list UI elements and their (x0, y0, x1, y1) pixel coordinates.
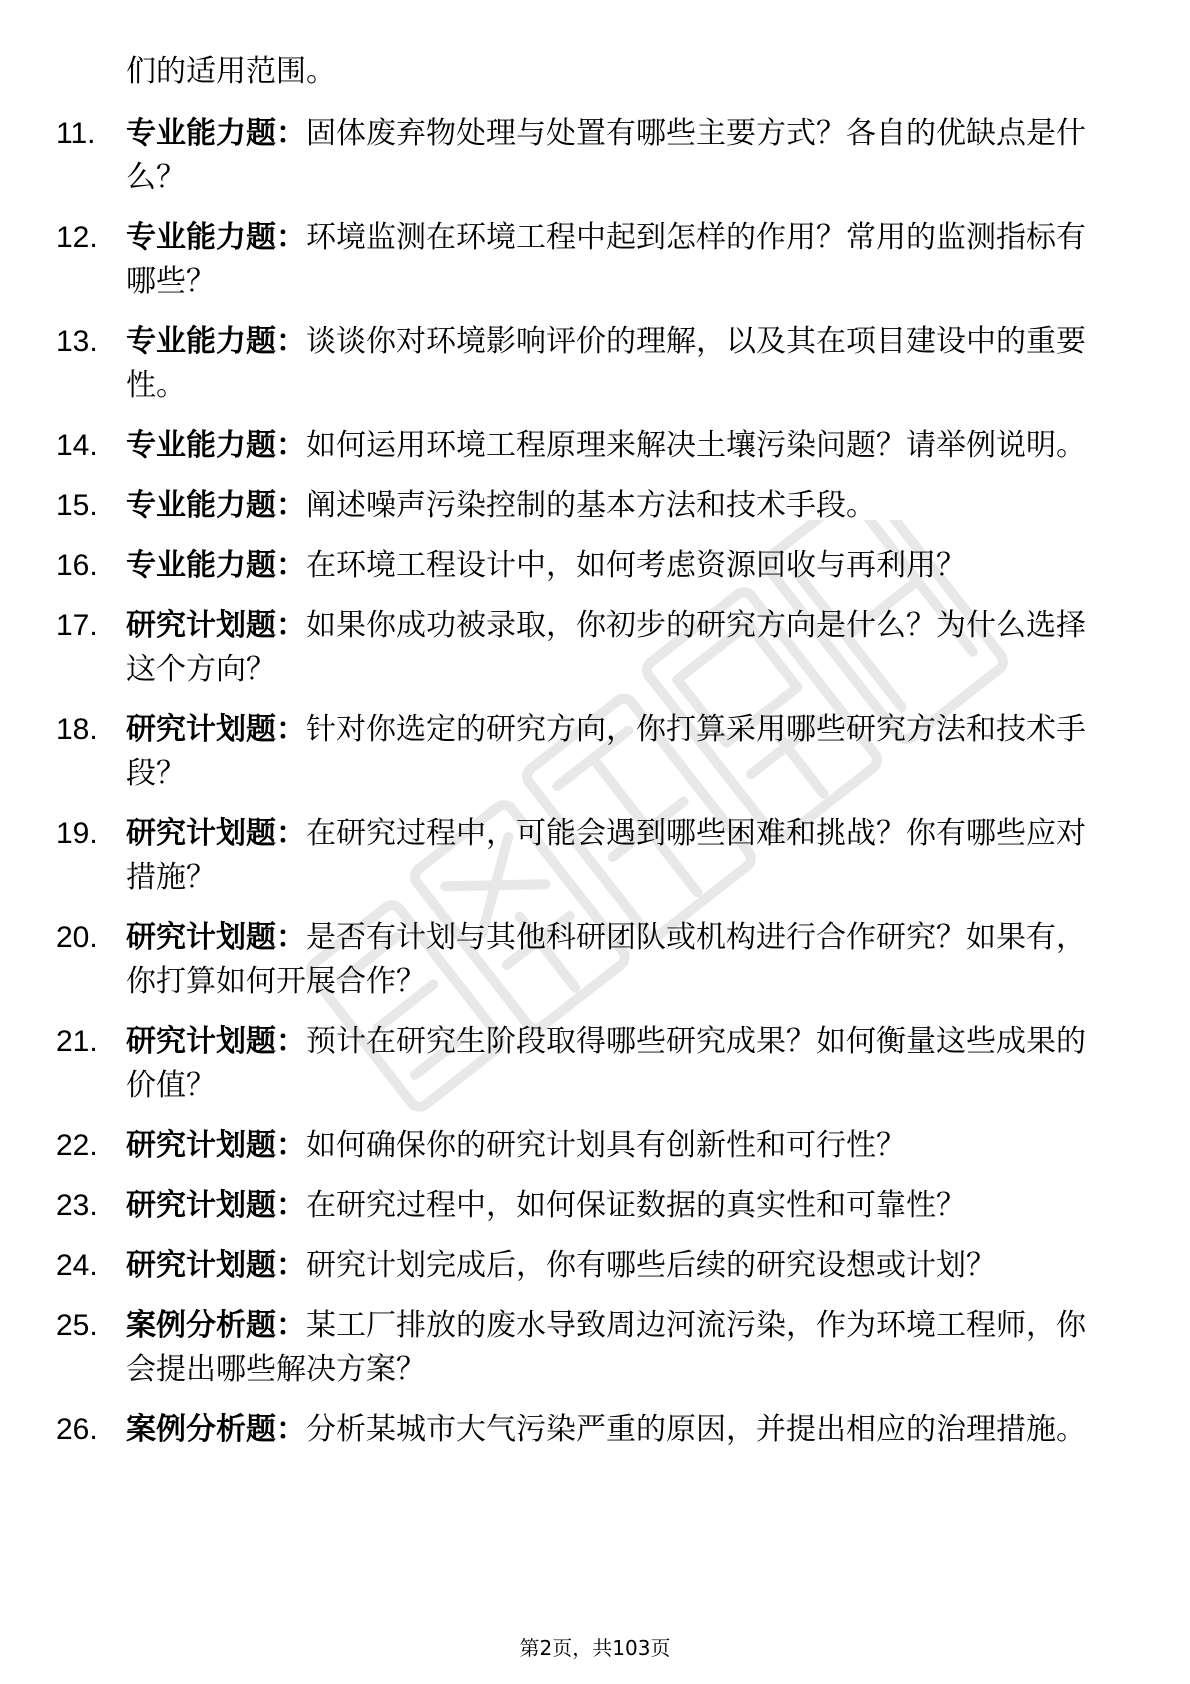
page-footer: 第2页，共103页 (519, 1636, 671, 1660)
question-item (56, 1184, 1106, 1228)
question-number: 24. (56, 1249, 98, 1282)
question-type-label: 研究计划题： (126, 1188, 306, 1223)
question-text: 固体废弃物处理与处置有哪些主要方式？各自的优缺点是什么？ (126, 116, 1086, 195)
question-type-label: 案例分析题： (126, 1412, 306, 1447)
question-list (56, 112, 1106, 1468)
question-number: 22. (56, 1129, 98, 1162)
question-type-label: 专业能力题： (126, 548, 306, 583)
question-item (56, 424, 1106, 468)
question-type-label: 专业能力题： (126, 488, 306, 523)
question-number: 26. (56, 1413, 98, 1446)
question-number: 25. (56, 1309, 98, 1342)
question-type-label: 专业能力题： (126, 220, 306, 255)
question-text: 研究计划完成后，你有哪些后续的研究设想或计划？ (306, 1248, 996, 1283)
question-text: 谈谈你对环境影响评价的理解，以及其在项目建设中的重要性。 (126, 324, 1086, 403)
question-item (56, 812, 1106, 900)
question-item (56, 216, 1106, 304)
question-number: 16. (56, 549, 98, 582)
question-item (56, 1244, 1106, 1288)
question-text: 是否有计划与其他科研团队或机构进行合作研究？如果有，你打算如何开展合作？ (126, 920, 1086, 999)
question-type-label: 专业能力题： (126, 116, 306, 151)
question-text: 在研究过程中，如何保证数据的真实性和可靠性？ (306, 1188, 966, 1223)
question-number: 21. (56, 1025, 98, 1058)
question-item (56, 320, 1106, 408)
question-number: 12. (56, 221, 98, 254)
question-text: 阐述噪声污染控制的基本方法和技术手段。 (306, 488, 876, 523)
question-type-label: 专业能力题： (126, 428, 306, 463)
question-item (56, 708, 1106, 796)
question-type-label: 研究计划题： (126, 920, 306, 955)
question-number: 23. (56, 1189, 98, 1222)
question-type-label: 研究计划题： (126, 608, 306, 643)
continuation-text: 们的适用范围。 (126, 54, 336, 89)
question-number: 13. (56, 325, 98, 358)
question-type-label: 案例分析题： (126, 1308, 306, 1343)
question-text: 如何确保你的研究计划具有创新性和可行性？ (306, 1128, 906, 1163)
question-number: 15. (56, 489, 98, 522)
question-text: 如何运用环境工程原理来解决土壤污染问题？请举例说明。 (306, 428, 1086, 463)
question-number: 19. (56, 817, 98, 850)
question-number: 20. (56, 921, 98, 954)
question-number: 14. (56, 429, 98, 462)
question-text: 环境监测在环境工程中起到怎样的作用？常用的监测指标有哪些？ (126, 220, 1086, 299)
question-text: 如果你成功被录取，你初步的研究方向是什么？为什么选择这个方向？ (126, 608, 1086, 687)
question-type-label: 研究计划题： (126, 816, 306, 851)
question-item (56, 604, 1106, 692)
question-type-label: 研究计划题： (126, 1024, 306, 1059)
question-type-label: 专业能力题： (126, 324, 306, 359)
question-item (56, 1020, 1106, 1108)
question-text: 某工厂排放的废水导致周边河流污染，作为环境工程师，你会提出哪些解决方案？ (126, 1308, 1086, 1387)
question-text: 针对你选定的研究方向，你打算采用哪些研究方法和技术手段？ (126, 712, 1086, 791)
question-text: 预计在研究生阶段取得哪些研究成果？如何衡量这些成果的价值？ (126, 1024, 1086, 1103)
question-type-label: 研究计划题： (126, 1128, 306, 1163)
question-number: 17. (56, 609, 98, 642)
question-item (56, 1304, 1106, 1392)
question-item (56, 484, 1106, 528)
question-item (56, 916, 1106, 1004)
question-item (56, 112, 1106, 200)
question-item (56, 1408, 1106, 1452)
question-text: 分析某城市大气污染严重的原因，并提出相应的治理措施。 (306, 1412, 1086, 1447)
question-item (56, 1124, 1106, 1168)
question-text: 在研究过程中，可能会遇到哪些困难和挑战？你有哪些应对措施？ (126, 816, 1086, 895)
question-number: 18. (56, 713, 98, 746)
question-item (56, 544, 1106, 588)
question-number: 11. (56, 117, 96, 150)
question-type-label: 研究计划题： (126, 712, 306, 747)
question-type-label: 研究计划题： (126, 1248, 306, 1283)
question-text: 在环境工程设计中，如何考虑资源回收与再利用？ (306, 548, 966, 583)
